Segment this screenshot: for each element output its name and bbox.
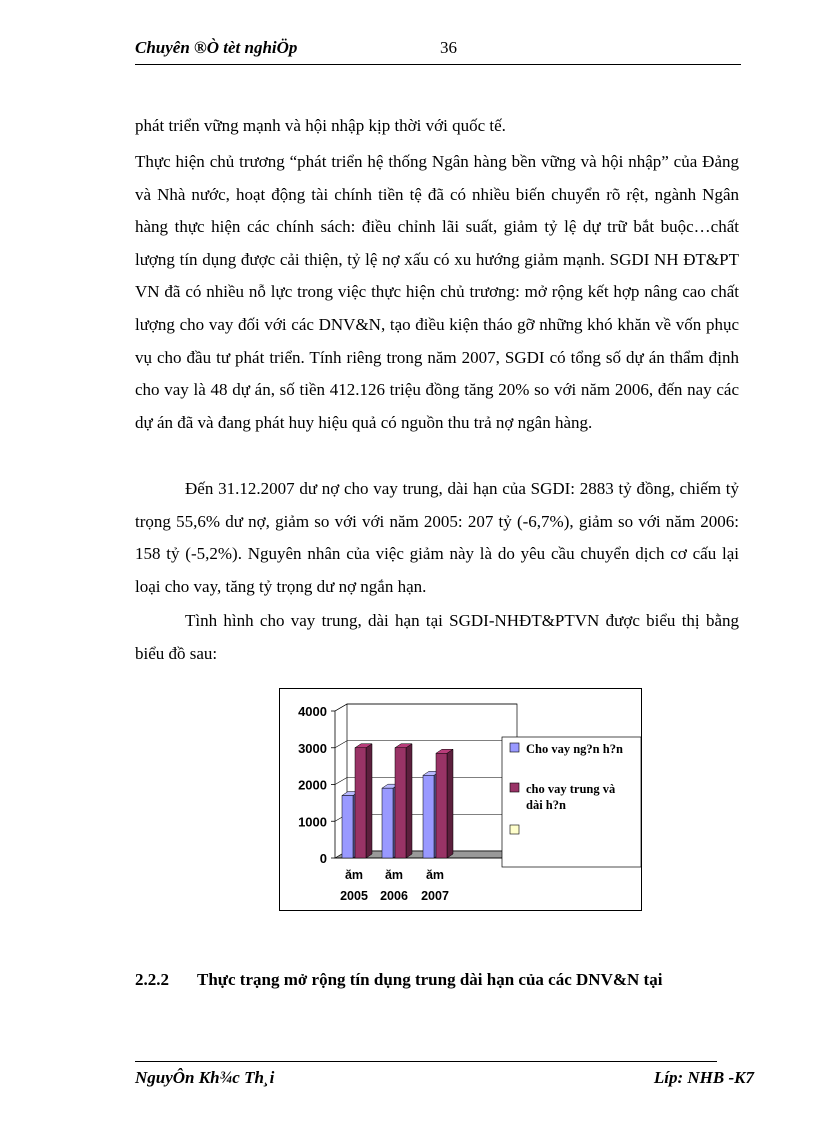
header-title: Chuyên ®Ò tèt nghiÖp [135,38,298,57]
footer-class: Líp: NHB -K7 [653,1068,754,1087]
x-tick-label-top: ăm [384,868,404,882]
chart-legend-box [502,737,641,867]
y-tick-label: 4000 [298,704,327,719]
chart-canvas [280,689,641,910]
y-tick-label: 2000 [298,777,327,793]
x-tick-label-year: 2005 [340,889,368,903]
loan-bar-chart [279,688,642,911]
page-number: 36 [440,38,457,57]
header-divider [135,64,741,65]
bar-medium-long-term-0 [355,748,366,858]
bar-short-term-0 [342,796,353,858]
bar-side-medium-long-term [447,749,453,858]
paragraph-policy: Thực hiện chủ trương “phát triển hệ thống Ngân hàng bền vững và hội nhập” của Đảng và Nhà nước, hoạt động tài chính tiền tệ đã có nhiều biến chuyển rõ rệt, ngành Ngân hàng thực hiện các chính sách: điều chỉnh lãi suất, giảm tỷ lệ dự trữ bắt buộc…chất lượng tín dụng được cải thiện, tỷ lệ nợ xấu có xu hướng giảm mạnh. SGDI NH ĐT&PT VN đã có nhiều nỗ lực trong việc thực hiện chủ trương: mở rộng kết hợp nâng cao chất lượng cho vay đối với các DNV&N, tạo điều kiện tháo gỡ những khó khăn về vốn phục vụ cho đầu tư phát triển. Tính riêng trong năm 2007, SGDI có tổng số dự án thẩm định cho vay là 48 dự án, số tiền 412.126 triệu đồng tăng 20% so với năm 2006, đến nay các dự án đã và đang phát huy hiệu quả có nguồn thu trả nợ ngân hàng. [135,152,739,432]
bar-medium-long-term-1 [395,748,406,858]
paragraph-outstanding-loans: Đến 31.12.2007 dư nợ cho vay trung, dài hạn của SGDI: 2883 tỷ đồng, chiếm tỷ trọng 55,6% dư nợ, giảm so với với năm 2005: 207 tỷ (-6,7%), giảm so với năm 2006: 158 tỷ (-5,2%). Nguyên nhân của việc giảm này là do yêu cầu chuyển dịch cơ cấu lại loại cho vay, tăng tỷ trọng dư nợ ngắn hạn. [135,479,739,596]
paragraph-continuation: phát triển vững mạnh và hội nhập kịp thời với quốc tế. [135,116,506,135]
footer-author: NguyÔn Kh¾c Th¸i [135,1068,275,1087]
section-number: 2.2.2 [135,970,169,989]
bar-side-medium-long-term [366,744,372,858]
x-tick-label-year: 2006 [380,889,408,903]
chart-side-wall-edge [335,704,347,711]
bar-medium-long-term-2 [436,753,447,858]
legend-swatch [510,825,519,834]
x-tick-label-year: 2007 [421,889,449,903]
bar-side-medium-long-term [406,744,412,858]
section-title: Thực trạng mở rộng tín dụng trung dài hạn của các DNV&N tại [197,970,663,989]
paragraph-chart-intro: Tình hình cho vay trung, dài hạn tại SGDI-NHĐT&PTVN được biểu thị bằng biểu đồ sau: [135,611,739,663]
legend-label: Cho vay ng?n h?n [526,742,623,756]
x-tick-label-top: ăm [425,868,445,882]
y-tick-label: 0 [319,851,327,866]
x-tick-label-top: ăm [344,868,364,882]
legend-label: cho vay trung và [526,782,616,796]
y-tick-label: 3000 [298,740,327,756]
bar-short-term-1 [382,788,393,858]
legend-swatch [510,743,519,752]
y-tick-label: 1000 [298,814,327,830]
footer-divider [135,1061,717,1062]
legend-swatch [510,783,519,792]
bar-short-term-2 [423,775,434,858]
section-heading [135,970,741,990]
legend-label: dài h?n [526,798,566,812]
